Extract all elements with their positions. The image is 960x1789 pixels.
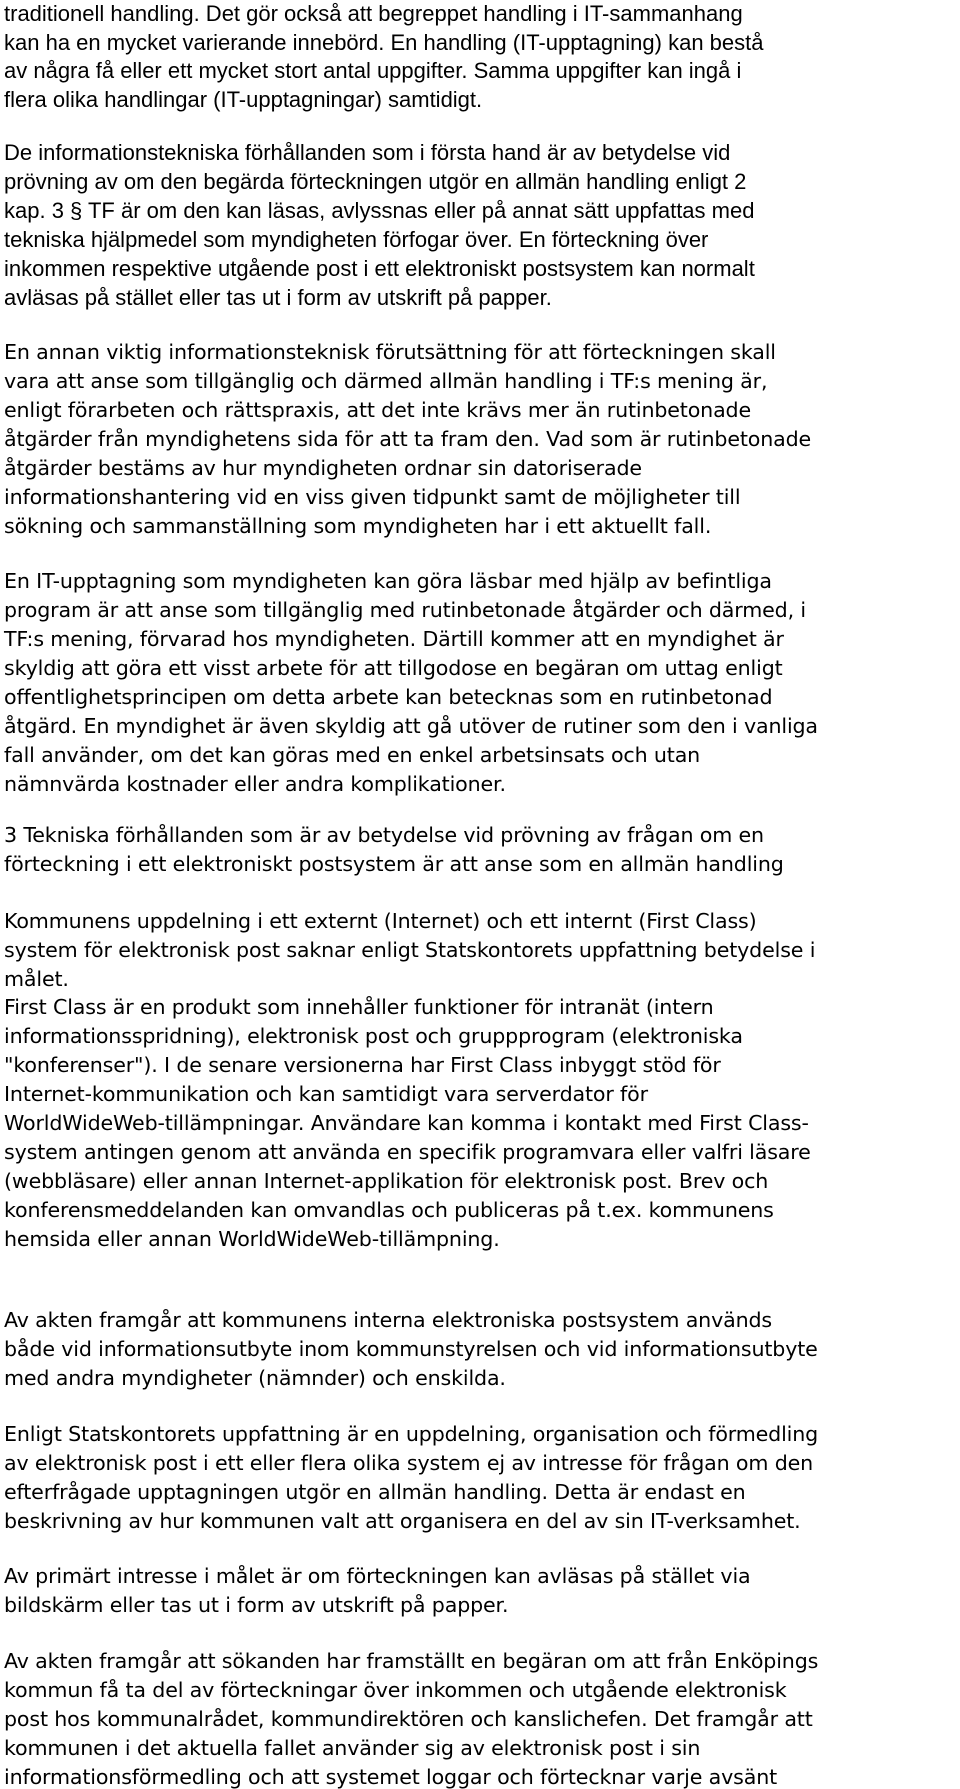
- text-line: åtgärder från myndighetens sida för att ta fram den. Vad som är rutinbetonade: [4, 427, 812, 451]
- text-line: kap. 3 § TF är om den kan läsas, avlyssnas eller på annat sätt uppfattas med: [4, 198, 755, 223]
- text-line: Av akten framgår att kommunens interna elektroniska postsystem används: [4, 1308, 772, 1332]
- text-line: åtgärd. En myndighet är även skyldig att gå utöver de rutiner som den i vanliga: [4, 714, 818, 738]
- text-line: kan ha en mycket varierande innebörd. En handling (IT-upptagning) kan bestå: [4, 29, 764, 55]
- paragraph-sokanden-begaran: [4, 1647, 818, 1789]
- text-line: Av akten framgår att sökanden har framställt en begäran om att från Enköpings: [4, 1649, 819, 1673]
- text-line: målet.: [4, 967, 69, 991]
- text-line: kommun få ta del av förteckningar över inkommen och utgående elektronisk: [4, 1678, 787, 1702]
- text-line: vara att anse som tillgänglig och därmed allmän handling i TF:s mening är,: [4, 369, 768, 393]
- text-line: program är att anse som tillgänglig med rutinbetonade åtgärder och därmed, i: [4, 598, 806, 622]
- text-line: informationsförmedling och att systemet loggar och förtecknar varje avsänt: [4, 1765, 778, 1789]
- text-line: bildskärm eller tas ut i form av utskrift på papper.: [4, 1593, 509, 1617]
- text-line: Av primärt intresse i målet är om förteckningen kan avläsas på stället via: [4, 1564, 751, 1588]
- text-line: åtgärder bestäms av hur myndigheten ordnar sin datoriserade: [4, 456, 642, 480]
- paragraph-kommunens-uppdelning: [4, 907, 815, 994]
- text-line: enligt förarbeten och rättspraxis, att det inte krävs mer än rutinbetonade: [4, 398, 751, 422]
- paragraph-first-class-produkt: [4, 993, 811, 1254]
- text-line: fall använder, om det kan göras med en enkel arbetsinsats och utan: [4, 743, 701, 767]
- text-line: "konferenser"). I de senare versionerna har First Class inbyggt stöd för: [4, 1053, 721, 1077]
- paragraph-interna-postsystem-lines: [4, 1306, 818, 1393]
- paragraph-primart-intresse: [4, 1562, 751, 1620]
- paragraph-intro-continued: [4, 0, 763, 114]
- text-line: flera olika handlingar (IT-upptagningar) samtidigt.: [4, 86, 483, 112]
- text-line: Internet-kommunikation och kan samtidigt vara serverdator för: [4, 1082, 648, 1106]
- text-line: kommunen i det aktuella fallet använder sig av elektronisk post i sin: [4, 1736, 701, 1760]
- text-line: skyldig att göra ett visst arbete för att tillgodose en begäran om uttag enligt: [4, 656, 783, 680]
- text-line: De informationstekniska förhållanden som i första hand är av betydelse vid: [4, 140, 731, 165]
- text-line: Kommunens uppdelning i ett externt (Internet) och ett internt (First Class): [4, 909, 757, 933]
- text-line: prövning av om den begärda förteckningen utgör en allmän handling enligt 2: [4, 169, 747, 194]
- heading-line: förteckning i ett elektroniskt postsystem är att anse som en allmän handling: [4, 852, 784, 876]
- text-line: informationshantering vid en viss given tidpunkt samt de möjligheter till: [4, 485, 741, 509]
- text-line: med andra myndigheter (nämnder) och enskilda.: [4, 1366, 506, 1390]
- paragraph-statskontorets-uppfattning: [4, 1420, 818, 1536]
- text-line: Enligt Statskontorets uppfattning är en uppdelning, organisation och förmedling: [4, 1422, 819, 1446]
- text-line: traditionell handling. Det gör också att begreppet handling i IT-sammanhang: [4, 1, 743, 26]
- text-line: sökning och sammanställning som myndigheten har i ett aktuellt fall.: [4, 514, 712, 538]
- text-line: En IT-upptagning som myndigheten kan göra läsbar med hjälp av befintliga: [4, 569, 772, 593]
- heading-line: 3 Tekniska förhållanden som är av betydelse vid prövning av frågan om en: [4, 823, 764, 847]
- text-line: offentlighetsprincipen om detta arbete kan betecknas som en rutinbetonad: [4, 685, 773, 709]
- text-line: En annan viktig informationsteknisk förutsättning för att förteckningen skall: [4, 340, 776, 364]
- text-line: system antingen genom att använda en specifik programvara eller valfri läsare: [4, 1140, 811, 1164]
- paragraph-informationsteknisk-forutsattning: [4, 338, 811, 541]
- paragraph-informationstekniska-forhallanden: [4, 139, 755, 313]
- section-heading: [4, 821, 784, 879]
- text-line: post hos kommunalrådet, kommundirektören och kanslichefen. Det framgår att: [4, 1707, 813, 1731]
- text-line: konferensmeddelanden kan omvandlas och publiceras på t.ex. kommunens: [4, 1198, 774, 1222]
- text-line: efterfrågade upptagningen utgör en allmän handling. Detta är endast en: [4, 1480, 746, 1504]
- text-line: avläsas på stället eller tas ut i form av utskrift på papper.: [4, 285, 552, 310]
- text-line: informationsspridning), elektronisk post och gruppprogram (elektroniska: [4, 1024, 743, 1048]
- paragraph-it-upptagning-lasbar: [4, 567, 818, 799]
- text-line: hemsida eller annan WorldWideWeb-tillämpning.: [4, 1227, 500, 1251]
- text-line: beskrivning av hur kommunen valt att organisera en del av sin IT-verksamhet.: [4, 1509, 801, 1533]
- text-line: både vid informationsutbyte inom kommunstyrelsen och vid informationsutbyte: [4, 1337, 818, 1361]
- text-line: nämnvärda kostnader eller andra komplikationer.: [4, 772, 506, 796]
- text-line: system för elektronisk post saknar enligt Statskontorets uppfattning betydelse i: [4, 938, 816, 962]
- text-line: First Class är en produkt som innehåller funktioner för intranät (intern: [4, 995, 714, 1019]
- text-line: av elektronisk post i ett eller flera olika system ej av intresse för frågan om den: [4, 1451, 814, 1475]
- text-line: TF:s mening, förvarad hos myndigheten. Därtill kommer att en myndighet är: [4, 627, 784, 651]
- text-line: inkommen respektive utgående post i ett elektroniskt postsystem kan normalt: [4, 256, 755, 281]
- text-line: av några få eller ett mycket stort antal uppgifter. Samma uppgifter kan ingå i: [4, 58, 742, 83]
- text-line: (webbläsare) eller annan Internet-applikation för elektronisk post. Brev och: [4, 1169, 769, 1193]
- text-line: tekniska hjälpmedel som myndigheten förfogar över. En förteckning över: [4, 227, 709, 252]
- text-line: WorldWideWeb-tillämpningar. Användare kan komma i kontakt med First Class-: [4, 1111, 809, 1135]
